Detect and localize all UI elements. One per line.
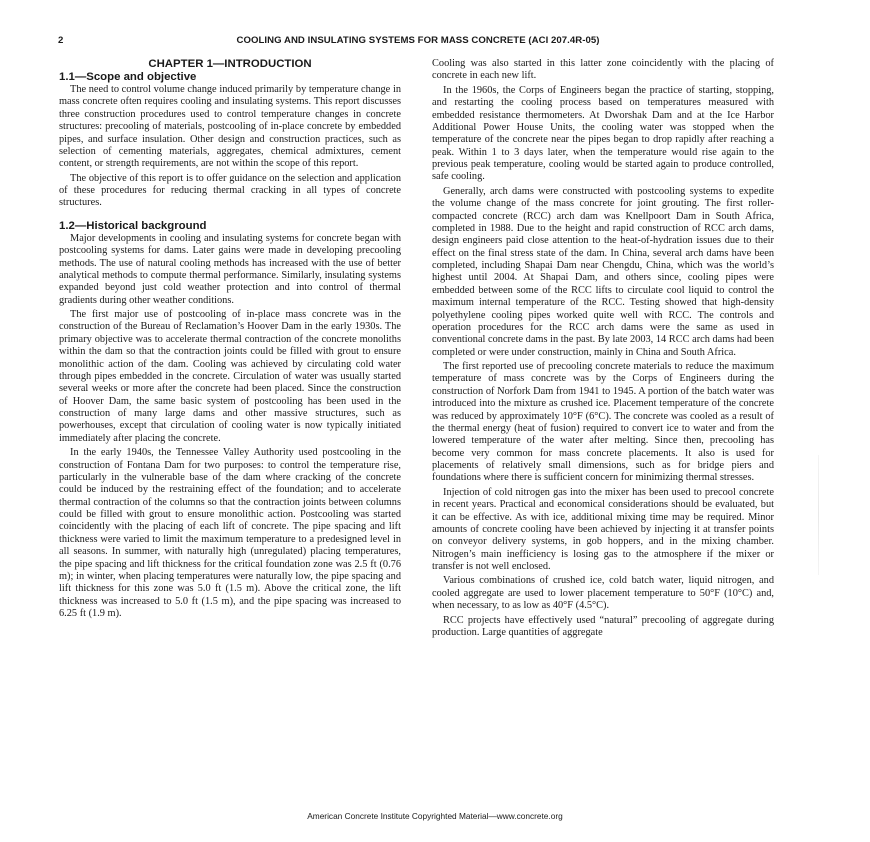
paragraph: The need to control volume change induced primarily by temperature change in mass concrete often requires cooling and insulating systems. This report discusses three construction procedures used to control temperature changes in concrete structures: precooling of materials, postcooling of in-place concrete by embedded pipes, and surface insulation. Other design and construction practices, such as selection of cementing materials, aggregates, chemical admixtures, cement content, or strength requirements, are not within the scope of this report. <box>59 84 401 170</box>
paragraph: Injection of cold nitrogen gas into the mixer has been used to precool concrete in recent years. Practical and economical considerations should be evaluated, but it can be effective. As with ice, additional mixing time may be required. Minor amounts of concrete cooling have been achieved by injecting it at transfer points on conveyor delivery systems, in gob hoppers, and in the mixing chamber. Nitrogen’s main inefficiency is losing gas to the atmosphere if the mixer or transfer is not well enclosed. <box>432 486 774 572</box>
running-title: COOLING AND INSULATING SYSTEMS FOR MASS CONCRETE (ACI 207.4R-05) <box>236 35 600 46</box>
paragraph: Generally, arch dams were constructed with postcooling systems to expedite the volume change of the mass concrete for joint grouting. The first roller-compacted concrete (RCC) arch dam was Knellpoort Dam in South Africa, completed in 1988. Due to the height and rapid construction of RCC arch dams, design engineers paid close attention to the heat-of-hydration issues due to their effect on the final stress state of the dam. In China, several arch dams have been completed, including Shapai Dam near Chengdu, China, which was the world’s highest until 2004. At Shapai Dam, and others since, cooling pipes were embedded between some of the RCC lifts to circulate cool liquid to control the maximum internal temperature of the RCC. Testing showed that high-density polyethylene cooling pipes worked quite well with RCC. The controls and operation procedures for the RCC arch dams were the same as used in conventional concrete dams in the past. By late 2003, 14 RCC arch dams had been completed or were under construction, mainly in China and South Africa. <box>432 185 774 358</box>
scan-artifact <box>818 455 819 575</box>
paragraph: RCC projects have effectively used “natural” precooling of aggregate during production. Large quantities of aggregate <box>432 614 774 638</box>
paragraph: The objective of this report is to offer guidance on the selection and application of these procedures for reducing thermal cracking in all types of concrete structures. <box>59 172 401 209</box>
page-number: 2 <box>58 35 64 46</box>
paragraph: Various combinations of crushed ice, cold batch water, liquid nitrogen, and cooled aggregate are used to lower placement temperature to 50°F (10°C) and, when necessary, to as low as 40°F (4.5°C). <box>432 575 774 612</box>
left-column <box>59 58 401 622</box>
right-column <box>432 58 774 641</box>
copyright-footer: American Concrete Institute Copyrighted Material—www.concrete.org <box>307 811 563 821</box>
chapter-title: CHAPTER 1—INTRODUCTION <box>148 58 312 70</box>
running-header <box>58 33 778 51</box>
paragraph: The first major use of postcooling of in-place mass concrete was in the construction of the Bureau of Reclamation’s Hoover Dam in the early 1930s. The primary objective was to accelerate thermal contraction of the concrete monoliths within the dam so that the contraction joints could be filled with grout to ensure monolithic action of the dam. Cooling was achieved by circulating cold water through pipes embedded in the concrete. Circulation of water was usually started several weeks or more after the concrete had been placed. Since the construction of Hoover Dam, the same basic system of postcooling has been used in the construction of many large dams and other massive structures, such as powerhouses, except that circulation of cooling water is now typically initiated immediately after placing the concrete. <box>59 309 401 444</box>
paragraph: In the 1960s, the Corps of Engineers began the practice of starting, stopping, and restarting the cooling process based on temperatures measured with embedded resistance thermometers. At Dworshak Dam and at the Ice Harbor Additional Power House Units, the cooling water was stopped when the temperature of the concrete near the pipes began to drop rapidly after reaching a peak. Within 1 to 3 days later, when the temperature would rise again to the previous peak temperature, cooling would be started again to produce controlled, safe cooling. <box>432 84 774 183</box>
section-heading-scope: 1.1—Scope and objective <box>59 71 197 83</box>
paragraph: Cooling was also started in this latter zone coincidently with the placing of concrete in each new lift. <box>432 58 774 82</box>
section-heading-history: 1.2—Historical background <box>59 219 207 232</box>
paragraph: The first reported use of precooling concrete materials to reduce the maximum temperature of mass concrete was by the Corps of Engineers during the construction of Norfork Dam from 1941 to 1945. A portion of the batch water was introduced into the mixture as crushed ice. Placement temperature of the concrete was reduced by approximately 10°F (6°C). The concrete was cooled as a result of the thermal energy (heat of fusion) required to convert ice to water and from the lowered temperature of the water after melting. Since then, precooling has become very common for mass concrete placements. It also is used for placements of relatively small dimensions, such as for bridge piers and foundations where there is sufficient concern for minimizing thermal stresses. <box>432 361 774 484</box>
paragraph: Major developments in cooling and insulating systems for concrete began with postcooling systems for dams. Later gains were made in developing precooling methods. The use of natural cooling methods has increased with the use of better analytical methods to compute thermal performance. Similarly, insulating systems expanded beyond just cold weather protection and into control of thermal gradients during other weather conditions. <box>59 232 401 306</box>
paragraph: In the early 1940s, the Tennessee Valley Authority used postcooling in the construction of Fontana Dam for two purposes: to control the temperature rise, particularly in the vulnerable base of the dam where cracking of the concrete could be induced by the restraining effect of the foundation; and to accelerate thermal contraction of the columns so that the contraction joints between columns could be filled with grout to ensure monolithic action. Postcooling was started coincidently with the placing of each lift of concrete. The pipe spacing and lift thickness were varied to limit the maximum temperature to a predesigned level in all seasons. In summer, with naturally high (unregulated) placing temperatures, the pipe spacing and lift thickness for the critical foundation zone was 2.5 ft (0.76 m); in winter, when placing temperatures were naturally low, the pipe spacing and lift thickness for this zone was 5.0 ft (1.5 m). Above the critical zone, the lift thickness was increased to 5.0 ft (1.5 m), and the pipe spacing was increased to 6.25 ft (1.9 m). <box>59 447 401 619</box>
